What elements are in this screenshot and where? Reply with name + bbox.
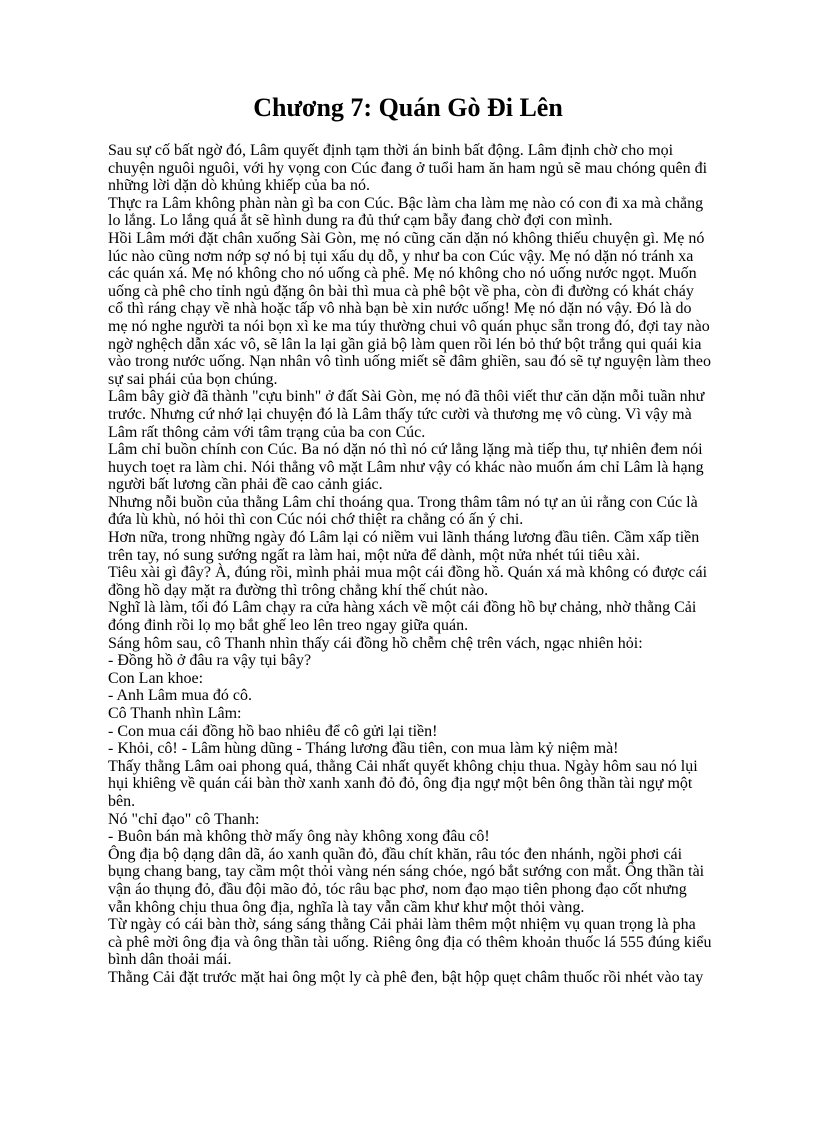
text-line: Tiêu xài gì đây? À, đúng rồi, mình phải mua một cái đồng hồ. Quán xá mà không có được cái (108, 564, 708, 582)
text-line: cổ thì ráng chạy về nhà hoặc tấp vô nhà bạn bè xin nước uống! Mẹ nó dặn nó vậy. Đó là do (108, 300, 692, 318)
text-line: chuyện nguôi nguôi, với hy vọng con Cúc đang ở tuổi ham ăn ham ngủ sẽ mau chóng quên đi (108, 159, 708, 177)
text-line: Hơn nữa, trong những ngày đó Lâm lại có niềm vui lãnh tháng lương đầu tiên. Cầm xấp tiền (108, 529, 700, 547)
text-line: vận áo thụng đỏ, đầu đội mão đỏ, tóc râu bạc phơ, nom đạo mạo tiên phong đạo cốt nhưng (108, 880, 687, 898)
text-line: người bất lương cần phải đề cao cảnh giác. (108, 476, 383, 494)
text-line: các quán xá. Mẹ nó không cho nó uống cà phê. Mẹ nó không cho nó uống nước ngọt. Muốn (108, 265, 697, 283)
text-line: Hồi Lâm mới đặt chân xuống Sài Gòn, mẹ nó cũng căn dặn nó không thiếu chuyện gì. Mẹ nó (108, 229, 705, 247)
text-line: bình dân thoải mái. (108, 951, 232, 969)
text-line: cà phê mời ông địa và ông thần tài uống. Riêng ông địa có thêm khoản thuốc lá 555 đúng kiểu (108, 933, 712, 951)
text-line: Nhưng nỗi buồn của thằng Lâm chỉ thoáng qua. Trong thâm tâm nó tự an ủi rằng con Cúc là (108, 493, 698, 511)
text-line: Thằng Cải đặt trước mặt hai ông một ly cà phê đen, bật hộp quẹt châm thuốc rồi nhét vào tay (108, 968, 704, 986)
text-line: Cô Thanh nhìn Lâm: (108, 705, 242, 722)
text-line: Nó "chỉ đạo" cô Thanh: (108, 810, 260, 828)
text-line: - Anh Lâm mua đó cô. (108, 687, 252, 705)
text-line: những lời dặn dò khủng khiếp của ba nó. (108, 177, 370, 195)
body-text (108, 142, 728, 987)
text-line: - Con mua cái đồng hồ bao nhiêu để cô gửi lại tiền! (108, 722, 438, 740)
text-line: mẹ nó nghe người ta nói bọn xì ke ma túy thường chui vô quán phục sẵn trong đó, đợi tay nào (108, 317, 710, 335)
text-line: hụi khiêng về quán cái bàn thờ xanh xanh đỏ đỏ, ông địa ngự một bên ông thần tài ngự một (108, 775, 693, 793)
text-line: Từ ngày có cái bàn thờ, sáng sáng thằng Cải phải làm thêm một nhiệm vụ quan trọng là pha (108, 916, 696, 934)
text-line: đóng đinh rồi lọ mọ bắt ghế leo lên treo ngay giữa quán. (108, 617, 469, 635)
text-line: ngờ nghệch dẫn xác vô, sẽ lân la lại gần giả bộ làm quen rồi lén bỏ thứ bột trắng qui quái kia (108, 335, 702, 353)
text-line: Lâm chỉ buồn chính con Cúc. Ba nó dặn nó thì nó cứ lẳng lặng mà tiếp thu, tự nhiên đem nói (108, 441, 703, 459)
text-line: - Đồng hồ ở đâu ra vậy tụi bây? (108, 652, 312, 670)
text-line: đứa lù khù, nó hỏi thì con Cúc nói chớ thiệt ra chẳng có ấn ý chi. (108, 511, 524, 529)
text-line: trên tay, nó sung sướng ngất ra làm hai, một nửa để dành, một nửa nhét túi tiêu xài. (108, 546, 640, 564)
text-line: uống cà phê cho tỉnh ngủ đặng ôn bài thì mua cà phê bột về pha, còn đi đường có khát cháy (108, 282, 694, 300)
text-line: Thực ra Lâm không phàn nàn gì ba con Cúc. Bậc làm cha làm mẹ nào có con đi xa mà chẳng (108, 194, 704, 212)
text-line: Lâm bây giờ đã thành "cựu binh" ở đất Sài Gòn, mẹ nó đã thôi viết thư căn dặn mỗi tuần như (108, 388, 705, 406)
text-line: Con Lan khoe: (108, 669, 204, 687)
text-line: Sáng hôm sau, cô Thanh nhìn thấy cái đồng hồ chễm chệ trên vách, ngạc nhiên hỏi: (108, 634, 643, 652)
text-line: Thấy thằng Lâm oai phong quá, thằng Cải nhất quyết không chịu thua. Ngày hôm sau nó lụi (108, 757, 698, 775)
text-line: - Buôn bán mà không thờ mấy ông này không xong đâu cô! (108, 828, 490, 846)
text-line: vẫn không chịu thua ông địa, nghĩa là tay vẫn cầm khư khư một thỏi vàng. (108, 898, 585, 916)
text-line: Sau sự cố bất ngờ đó, Lâm quyết định tạm thời án binh bất động. Lâm định chờ cho mọi (108, 142, 674, 159)
text-line: đồng hồ dạy mặt ra đường thì trông chẳng khí thế chút nào. (108, 581, 489, 599)
text-line: vào trong nước uống. Nạn nhân vô tình uống miết sẽ đâm ghiền, sau đó sẽ tự nguyện làm theo (108, 353, 712, 371)
chapter-title: Chương 7: Quán Gò Đi Lên (253, 93, 563, 122)
text-line: - Khỏi, cô! - Lâm hùng dũng - Tháng lương đầu tiên, con mua làm kỷ niệm mà! (108, 740, 619, 758)
text-line: bụng chang bang, tay cầm một thỏi vàng nén sáng chóe, ngó bắt sướng con mắt. Ông thần tài (108, 863, 705, 881)
text-line: bên. (108, 792, 136, 810)
text-line: trước. Nhưng cứ nhớ lại chuyện đó là Lâm thấy tức cười và thương mẹ vô cùng. Vì vậy mà (108, 405, 692, 423)
text-line: Nghĩ là làm, tối đó Lâm chạy ra cửa hàng xách về một cái đồng hồ bự chảng, nhờ thằng Cải (108, 599, 697, 617)
text-line: Ông địa bộ dạng dân dã, áo xanh quần đỏ, đầu chít khăn, râu tóc đen nhánh, ngồi phơi cái (108, 845, 683, 863)
text-line: lúc nào cũng nơm nớp sợ nó bị tụi xấu dụ dỗ, y như ba con Cúc vậy. Mẹ nó dặn nó tránh xa (108, 247, 694, 265)
text-line: lo lắng. Lo lắng quá ắt sẽ hình dung ra đủ thứ cạm bẫy đang chờ đợi con mình. (108, 212, 613, 230)
text-line: huych toẹt ra làm chi. Nói thẳng vô mặt Lâm như vậy có khác nào muốn ám chỉ Lâm là hạng (108, 458, 704, 476)
text-line: sự sai phái của bọn chúng. (108, 370, 278, 388)
text-line: Lâm rất thông cảm với tâm trạng của ba con Cúc. (108, 423, 426, 441)
